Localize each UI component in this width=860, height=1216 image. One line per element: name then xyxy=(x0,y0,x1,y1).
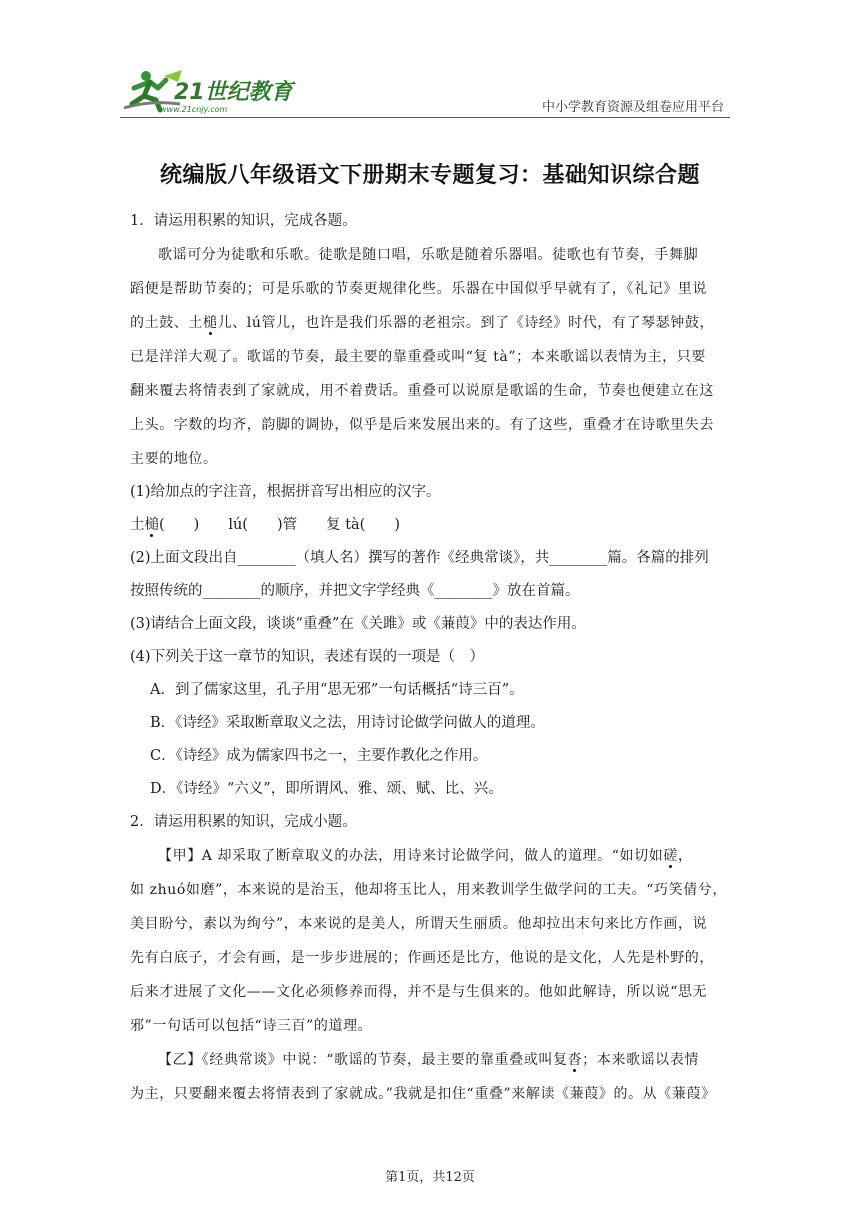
text-line xyxy=(130,641,730,674)
logo-url: www.21cnjy.com xyxy=(160,105,228,114)
text-segment: 翻来覆去将情表到了家就成，用不着费话。重叠可以说原是歌谣的生命，节奏也便建立在这 xyxy=(130,383,714,399)
text-segment: 土 xyxy=(130,517,145,533)
document-body xyxy=(130,205,730,1111)
text-line xyxy=(130,941,730,975)
text-line xyxy=(130,839,730,873)
text-line xyxy=(130,238,730,272)
text-segment: (4)下列关于这一章节的知识，表述有误的一项是（ ） xyxy=(130,649,485,665)
text-segment: (3)请结合上面文段，谈谈“重叠”在《关雎》或《蒹葭》中的表达作用。 xyxy=(130,616,586,632)
logo-text: 21世纪教育 xyxy=(174,80,293,105)
text-line xyxy=(130,773,730,806)
text-line xyxy=(130,806,730,839)
text-segment: A．到了儒家这里，孔子用“思无邪”一句话概括“诗三百”。 xyxy=(150,682,524,698)
text-segment: (2)上面文段出自________（填人名）撰写的著作《经典常谈》，共________篇。各篇的排列 xyxy=(130,550,709,566)
text-line xyxy=(130,408,730,442)
page-header xyxy=(120,66,730,118)
text-line xyxy=(130,442,730,476)
text-line xyxy=(130,873,730,907)
text-line xyxy=(130,542,730,575)
text-segment: 【乙】《经典常谈》中说：“歌谣的节奏，最主要的靠重叠或叫复 xyxy=(158,1052,568,1068)
text-segment: 蹈便是帮助节奏的；可是乐歌的节奏更规律化些。乐器在中国似乎早就有了，《礼记》里说 xyxy=(130,281,707,297)
text-segment: (1)给加点的字注音，根据拼音写出相应的汉字。 xyxy=(130,484,441,500)
text-segment: 为主，只要翻来覆去将情表到了家就成。”我就是扣住“重叠”来解读《蒹葭》的。从《蒹葭》 xyxy=(130,1086,716,1102)
text-segment: 的土鼓、土 xyxy=(130,315,203,331)
text-segment: ( ) lú( )管 复 tà( ) xyxy=(159,517,400,533)
text-segment: 1．请运用积累的知识，完成各题。 xyxy=(130,213,357,229)
runner-logo-icon xyxy=(120,66,300,116)
dotted-char: 磋 xyxy=(663,848,678,864)
text-line xyxy=(130,575,730,608)
platform-name: 中小学教育资源及组卷应用平台 xyxy=(541,100,724,115)
text-line xyxy=(130,707,730,740)
text-segment: 主要的地位。 xyxy=(130,451,218,467)
text-segment: D．《诗经》“六义”，即所谓风、雅、颂、赋、比、兴。 xyxy=(150,781,503,797)
dotted-char: 槌 xyxy=(144,517,159,533)
text-line xyxy=(130,608,730,641)
text-line xyxy=(130,374,730,408)
header-divider xyxy=(120,117,730,118)
dotted-char: 沓 xyxy=(567,1052,583,1068)
text-line xyxy=(130,1077,730,1111)
text-segment: 【甲】A 却采取了断章取义的办法，用诗来讨论做学问，做人的道理。“如切如 xyxy=(158,848,664,864)
text-segment: 上头。字数的均齐，韵脚的调协，似乎是后来发展出来的。有了这些，重叠才在诗歌里失去 xyxy=(130,417,714,433)
text-segment: 邪”一句话可以包括“诗三百”的道理。 xyxy=(130,1018,373,1034)
text-segment: B．《诗经》采取断章取义之法，用诗讨论做学问做人的道理。 xyxy=(150,715,545,731)
text-line xyxy=(130,205,730,238)
text-line xyxy=(130,1043,730,1077)
page-footer: 第1页，共12页 xyxy=(385,1170,475,1185)
text-line xyxy=(130,1009,730,1043)
text-line xyxy=(130,476,730,509)
text-segment: 2．请运用积累的知识，完成小题。 xyxy=(130,814,357,830)
text-line xyxy=(130,674,730,707)
text-segment: 按照传统的________的顺序，并把文字学经典《________》放在首篇。 xyxy=(130,583,580,599)
text-line xyxy=(130,340,730,374)
dotted-char: 槌 xyxy=(203,315,218,331)
text-segment: ；本来歌谣以表情 xyxy=(582,1052,699,1068)
text-line xyxy=(130,975,730,1009)
text-segment: C．《诗经》成为儒家四书之一，主要作教化之作用。 xyxy=(150,748,488,764)
text-line xyxy=(130,306,730,340)
text-segment: 美目盼兮，素以为绚兮”，本来说的是美人，所谓天生丽质。他却拉出末句来比方作画，说 xyxy=(130,916,708,932)
text-line xyxy=(130,509,730,542)
text-segment: 儿、lú管儿，也许是我们乐器的老祖宗。到了《诗经》时代，有了琴瑟钟鼓， xyxy=(217,315,715,331)
text-line xyxy=(130,740,730,773)
text-segment: 已是洋洋大观了。歌谣的节奏，最主要的靠重叠或叫“复 tà”；本来歌谣以表情为主，只要 xyxy=(130,349,706,365)
text-line xyxy=(130,272,730,306)
text-segment: 如 zhuó如磨”，本来说的是治玉，他却将玉比人，用来教训学生做学问的工夫。“巧笑倩兮， xyxy=(130,882,727,898)
text-segment: 先有白底子，才会有画，是一步步进展的；作画还是比方，他说的是文化，人先是朴野的， xyxy=(130,950,714,966)
text-line xyxy=(130,907,730,941)
text-segment: ， xyxy=(677,848,693,864)
text-segment: 歌谣可分为徒歌和乐歌。徒歌是随口唱，乐歌是随着乐器唱。徒歌也有节奏，手舞脚 xyxy=(158,247,699,263)
logo xyxy=(120,66,300,116)
text-segment: 后来才进展了文化——文化必须修养而得，并不是与生俱来的。他如此解诗，所以说“思无 xyxy=(130,984,708,1000)
page-title: 统编版八年级语文下册期末专题复习：基础知识综合题 xyxy=(159,163,700,188)
